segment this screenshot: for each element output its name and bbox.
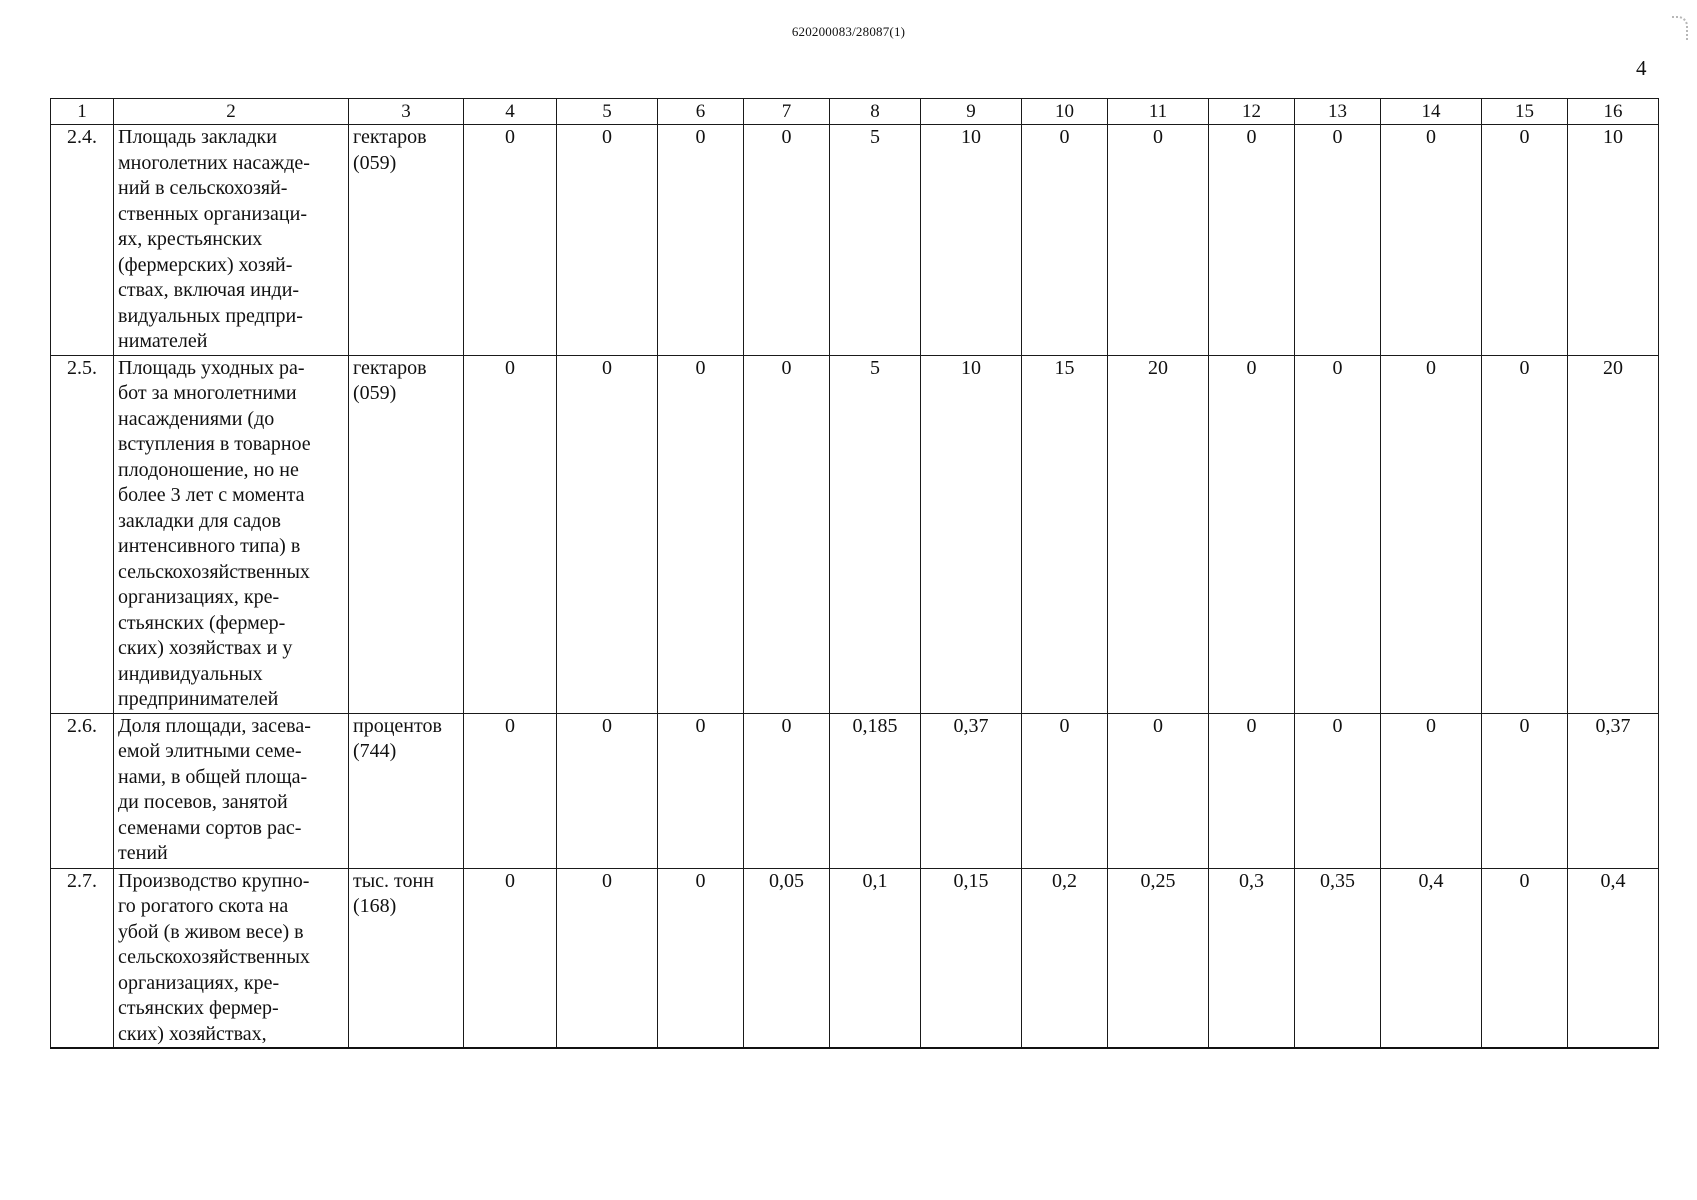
column-number-cell: 11 [1108,99,1209,125]
value-cell: 0 [1022,125,1108,356]
indicator-name-line: тений [118,842,168,864]
unit-cell [349,125,464,356]
indicator-name-line: стьянских (фермер- [118,611,286,634]
column-number-cell: 12 [1209,99,1295,125]
row-number-cell: 2.4. [51,125,114,356]
row-number-cell: 2.7. [51,868,114,1048]
value-cell: 0 [464,713,557,868]
column-number-cell: 8 [830,99,921,125]
value-cell: 0 [1482,125,1568,356]
unit-name: гектаров [353,356,427,379]
value-cell: 0 [464,355,557,713]
value-cell: 0 [658,125,744,356]
row-number-cell: 2.6. [51,713,114,868]
indicator-name-line: интенсивного типа) в [118,535,301,557]
indicator-name-cell [114,868,349,1048]
column-number-cell: 5 [557,99,658,125]
unit-okei-code: (059) [353,151,397,174]
value-cell: 0 [1482,355,1568,713]
unit-name: тыс. тонн [353,869,434,892]
unit-cell [349,868,464,1048]
unit-okei-code: (744) [353,740,397,762]
indicator-name-line: закладки для садов [118,509,281,532]
indicator-name-line: ях, крестьянских [118,228,263,250]
table-row [51,125,1659,356]
value-cell: 15 [1022,355,1108,713]
indicator-name-line: предпринимателей [118,688,279,710]
value-cell: 0,25 [1108,868,1209,1048]
value-cell: 0 [1209,125,1295,356]
indicator-name-line: более 3 лет с момента [118,484,305,506]
value-cell: 0 [658,713,744,868]
value-cell: 0 [557,355,658,713]
indicators-table [50,98,1659,1049]
column-number-cell: 15 [1482,99,1568,125]
column-number-cell: 10 [1022,99,1108,125]
column-number-cell: 4 [464,99,557,125]
column-number-cell: 3 [349,99,464,125]
indicator-name-line: нами, в общей площа- [118,765,308,788]
indicator-name-line: индивидуальных [118,662,263,685]
column-number-cell: 13 [1295,99,1381,125]
unit-okei-code: (168) [353,895,397,917]
unit-name: процентов [353,714,442,737]
value-cell: 0 [557,868,658,1048]
value-cell: 0,37 [921,713,1022,868]
indicator-name-line: емой элитными семе- [118,740,302,762]
value-cell: 0,05 [744,868,830,1048]
value-cell: 5 [830,355,921,713]
indicator-name-line: Площадь уходных ра- [118,356,305,379]
column-number-cell: 16 [1568,99,1659,125]
indicator-name-line: Площадь закладки [118,126,277,148]
value-cell: 0 [557,713,658,868]
table-row [51,355,1659,713]
value-cell: 0 [1209,355,1295,713]
unit-name: гектаров [353,126,427,148]
value-cell: 0,35 [1295,868,1381,1048]
indicator-name-line: ствах, включая инди- [118,279,300,301]
value-cell: 0 [658,868,744,1048]
unit-cell [349,355,464,713]
indicator-name-line: стьянских фермер- [118,997,279,1019]
indicator-name-line: организациях, кре- [118,971,280,994]
column-number-cell: 6 [658,99,744,125]
corner-stamp-mark [1672,16,1688,40]
value-cell: 0 [744,713,830,868]
unit-cell [349,713,464,868]
indicator-name-line: видуальных предпри- [118,304,303,327]
value-cell: 0,2 [1022,868,1108,1048]
value-cell: 0 [744,355,830,713]
value-cell: 0,15 [921,868,1022,1048]
value-cell: 0 [1482,713,1568,868]
value-cell: 0 [1108,125,1209,356]
indicator-name-cell [114,355,349,713]
value-cell: 5 [830,125,921,356]
value-cell: 0,3 [1209,868,1295,1048]
value-cell: 0 [1108,713,1209,868]
unit-okei-code: (059) [353,382,397,404]
column-number-cell: 9 [921,99,1022,125]
column-number-cell: 7 [744,99,830,125]
indicator-name-cell [114,713,349,868]
document-id: 620200083/28087(1) [791,24,906,39]
indicator-name-line: организациях, кре- [118,586,280,608]
value-cell: 0 [1381,125,1482,356]
value-cell: 0 [557,125,658,356]
value-cell: 0 [1381,355,1482,713]
value-cell: 0 [1022,713,1108,868]
value-cell: 10 [921,355,1022,713]
indicator-name-line: насаждениями (до [118,407,275,430]
indicator-name-line: сельскохозяйственных [118,560,310,583]
indicator-name-line: бот за многолетними [118,382,297,404]
indicator-name-line: Доля площади, засева- [118,714,311,737]
value-cell: 20 [1568,355,1659,713]
indicator-name-line: вступления в товарное [118,433,311,455]
value-cell: 0 [1482,868,1568,1048]
indicator-name-line: го рогатого скота на [118,895,289,917]
value-cell: 0 [1295,713,1381,868]
value-cell: 0 [464,125,557,356]
column-number-row [51,99,1659,125]
value-cell: 0 [1209,713,1295,868]
indicator-name-line: нимателей [118,330,208,352]
indicator-name-line: ских) хозяйствах и у [118,637,293,659]
column-number-cell: 14 [1381,99,1482,125]
page-number: 4 [1636,56,1647,80]
indicator-name-line: ний в сельскохозяй- [118,177,288,199]
indicator-name-line: семенами сортов рас- [118,816,302,839]
value-cell: 10 [921,125,1022,356]
value-cell: 0 [1295,355,1381,713]
indicator-name-line: убой (в живом весе) в [118,920,304,943]
value-cell: 0 [744,125,830,356]
indicator-name-line: (фермерских) хозяй- [118,253,293,276]
table-row [51,868,1659,1048]
value-cell: 0,37 [1568,713,1659,868]
column-number-cell: 2 [114,99,349,125]
value-cell: 0,1 [830,868,921,1048]
column-number-cell: 1 [51,99,114,125]
indicator-name-line: сельскохозяйственных [118,946,310,968]
value-cell: 0 [1381,713,1482,868]
indicator-name-line: плодоношение, но не [118,458,299,481]
indicator-name-line: Производство крупно- [118,869,310,892]
value-cell: 10 [1568,125,1659,356]
value-cell: 0,4 [1381,868,1482,1048]
value-cell: 0 [1295,125,1381,356]
value-cell: 0 [658,355,744,713]
indicator-name-line: ственных организаци- [118,202,307,225]
value-cell: 0,4 [1568,868,1659,1048]
indicator-name-line: ских) хозяйствах, [118,1022,267,1045]
row-number-cell: 2.5. [51,355,114,713]
indicator-name-line: ди посевов, занятой [118,791,288,813]
indicator-name-cell [114,125,349,356]
value-cell: 20 [1108,355,1209,713]
table-row [51,713,1659,868]
indicator-name-line: многолетних насажде- [118,151,310,174]
value-cell: 0,185 [830,713,921,868]
value-cell: 0 [464,868,557,1048]
